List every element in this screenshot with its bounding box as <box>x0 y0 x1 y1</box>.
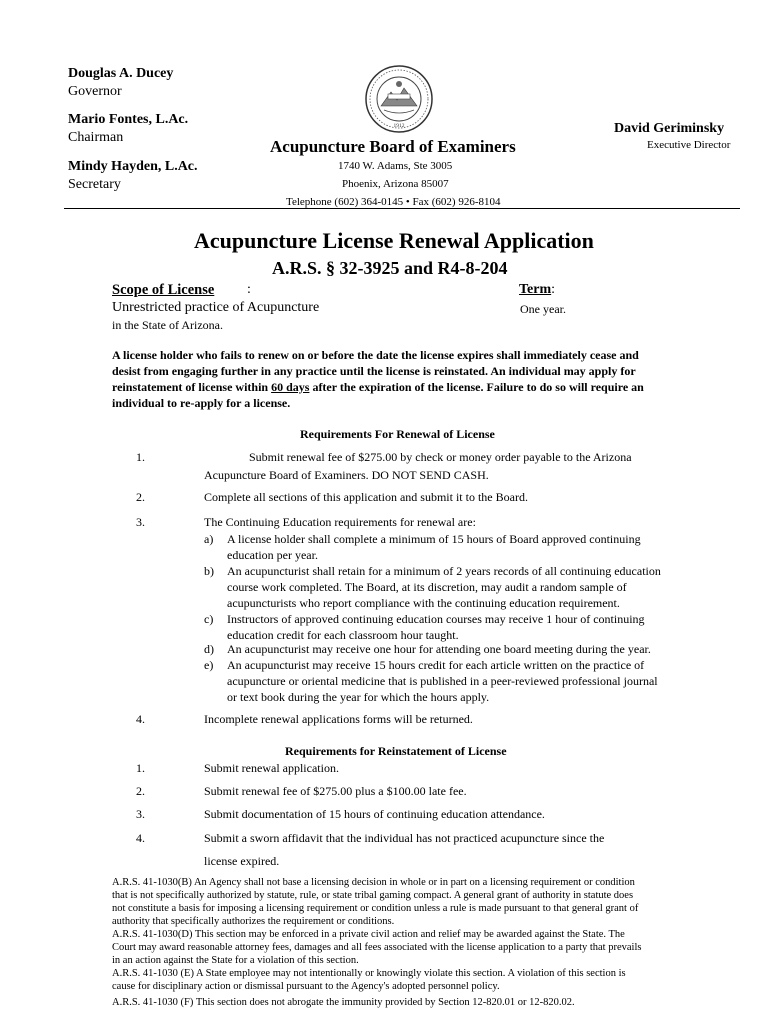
ce-b-line1: An acupuncturist shall retain for a minimum of 2 years records of all continuing education <box>227 564 661 578</box>
term-heading <box>519 282 555 298</box>
address-line1: 1740 W. Adams, Ste 3005 <box>338 160 453 172</box>
footer-line-9: cause for disciplinary action or dismissal pursuant to the Agency's adopted personnel policy. <box>112 981 500 992</box>
renewal-heading: Requirements For Renewal of License <box>300 427 495 441</box>
renewal-item2: Complete all sections of this application and submit it to the Board. <box>204 490 528 504</box>
reinstatement-item2: Submit renewal fee of $275.00 plus a $100.00 late fee. <box>204 784 467 798</box>
reinstatement-number-2: 2. <box>136 784 145 798</box>
reinstatement-number-4: 4. <box>136 831 145 845</box>
renewal-number-4: 4. <box>136 712 145 726</box>
scope-line2: in the State of Arizona. <box>112 318 223 332</box>
ce-letter-d: d) <box>204 642 214 656</box>
scope-line1: Unrestricted practice of Acupuncture <box>112 300 320 315</box>
arizona-state-seal-icon <box>364 64 434 134</box>
term-colon: : <box>551 282 556 297</box>
ce-b-line2: course work completed. The Board, at its discretion, may audit a random sample of <box>227 580 627 594</box>
reinstatement-heading: Requirements for Reinstatement of License <box>285 744 507 758</box>
warning-line3-b: after the expiration of the license. Failure to do so will require an <box>309 380 644 394</box>
ce-a-line2: education per year. <box>227 548 318 562</box>
warning-line3-a: reinstatement of license within <box>112 380 272 394</box>
reinstatement-number-1: 1. <box>136 761 145 775</box>
governor-title: Governor <box>68 84 122 99</box>
renewal-number-2: 2. <box>136 490 145 504</box>
ce-e-line1: An acupuncturist may receive 15 hours credit for each article written on the practice of <box>227 658 645 672</box>
chair-name: Mario Fontes, L.Ac. <box>68 112 189 127</box>
address-line2: Phoenix, Arizona 85007 <box>342 178 449 190</box>
ce-a-line1: A license holder shall complete a minimum of 15 hours of Board approved continuing <box>227 532 641 546</box>
reinstatement-item4-line2: license expired. <box>204 854 280 868</box>
footer-line-1: A.R.S. 41-1030(B) An Agency shall not base a licensing decision in whole or in part on a licensing requirement or condition <box>112 877 635 888</box>
header-divider <box>64 208 740 209</box>
term-label: Term <box>519 282 552 297</box>
ce-e-line3: or text book during the year for which the hours apply. <box>227 690 490 704</box>
renewal-item1-line2: Acupuncture Board of Examiners. DO NOT SEND CASH. <box>204 468 489 482</box>
reinstatement-number-3: 3. <box>136 807 145 821</box>
chair-title: Chairman <box>68 130 124 145</box>
footer-line-5: A.R.S. 41-1030(D) This section may be enforced in a private civil action and relief may be awarded against the State. The <box>112 929 625 940</box>
director-name: David Geriminsky <box>614 121 725 136</box>
seal-year: 1912 <box>393 123 405 129</box>
ce-letter-a: a) <box>204 532 214 546</box>
ce-letter-b: b) <box>204 564 214 578</box>
ce-b-line3: acupuncturists who report compliance with the continuing education requirement. <box>227 596 620 610</box>
reinstatement-item4-line1: Submit a sworn affidavit that the individual has not practiced acupuncture since the <box>204 831 605 845</box>
board-name: Acupuncture Board of Examiners <box>270 137 516 156</box>
warning-line2: desist from engaging further in any practice until the license is reinstated. An individual may apply for <box>112 364 636 378</box>
secretary-title: Secretary <box>68 177 121 192</box>
governor-name: Douglas A. Ducey <box>68 66 174 81</box>
footer-line-6: Court may award reasonable attorney fees, damages and all fees associated with the license application to a party that prevails <box>112 942 642 953</box>
footer-line-8: A.R.S. 41-1030 (E) A State employee may not intentionally or knowingly violate this section. A violation of this section is <box>112 968 626 979</box>
footer-line-10: A.R.S. 41-1030 (F) This section does not abrogate the immunity provided by Section 12-820.01 or 12-820.02. <box>112 997 575 1008</box>
ce-e-line2: acupuncture or oriental medicine that is published in a peer-reviewed professional journal <box>227 674 658 688</box>
footer-line-2: that is not specifically authorized by statute, rule, or state tribal gaming compact. A general grant of authority in statute does <box>112 890 634 901</box>
secretary-name: Mindy Hayden, L.Ac. <box>68 159 198 174</box>
footer-line-4: authority that specifically authorizes the requirement or conditions. <box>112 916 395 927</box>
scope-label: Scope of License <box>112 282 215 298</box>
warning-line3 <box>112 380 644 395</box>
page-title: Acupuncture License Renewal Application <box>194 228 594 253</box>
scope-colon: : <box>247 282 251 297</box>
renewal-item4: Incomplete renewal applications forms will be returned. <box>204 712 473 726</box>
renewal-number-1: 1. <box>136 450 145 464</box>
statute-subtitle: A.R.S. § 32-3925 and R4-8-204 <box>272 258 508 278</box>
warning-line4: individual to re-apply for a license. <box>112 396 291 410</box>
ce-letter-c: c) <box>204 612 214 626</box>
reinstatement-item1: Submit renewal application. <box>204 761 339 775</box>
footer-line-3: not constitute a basis for imposing a licensing requirement or condition unless a rule is made pursuant to that general grant of <box>112 903 639 914</box>
term-value: One year. <box>520 302 566 316</box>
footer-line-7: in an action against the State for a violation of this section. <box>112 955 359 966</box>
ce-letter-e: e) <box>204 658 214 672</box>
ce-c-line1: Instructors of approved continuing education courses may receive 1 hour of continuing <box>227 612 645 626</box>
renewal-number-3: 3. <box>136 515 145 529</box>
renewal-item3: The Continuing Education requirements for renewal are: <box>204 515 476 529</box>
director-title: Executive Director <box>647 139 731 151</box>
reinstatement-item3: Submit documentation of 15 hours of continuing education attendance. <box>204 807 545 821</box>
renewal-item1-line1: Submit renewal fee of $275.00 by check or money order payable to the Arizona <box>249 450 632 464</box>
ce-d-line1: An acupuncturist may receive one hour for attending one board meeting during the year. <box>227 642 651 656</box>
warning-line1: A license holder who fails to renew on or before the date the license expires shall immediately cease and <box>112 348 639 362</box>
ce-c-line2: education credit for each classroom hour taught. <box>227 628 459 642</box>
phone-fax: Telephone (602) 364-0145 • Fax (602) 926-8104 <box>286 196 501 208</box>
warning-60-days: 60 days <box>271 380 310 394</box>
